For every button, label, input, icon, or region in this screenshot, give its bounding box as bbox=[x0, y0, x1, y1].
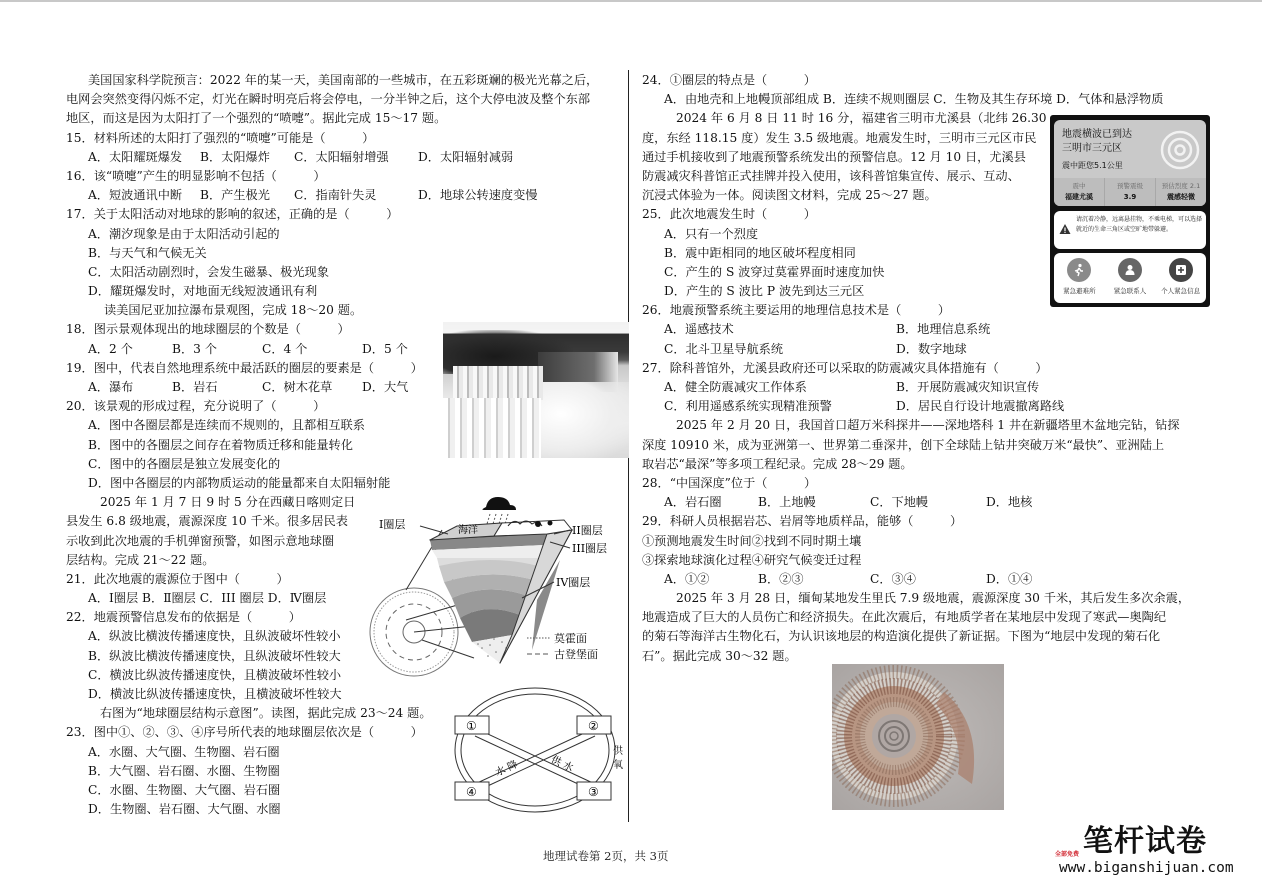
q15-options bbox=[66, 148, 626, 167]
q19-option-c: C．树木花草 bbox=[262, 380, 333, 394]
intro-25-27-line1: 2024 年 6 月 8 日 11 时 16 分，福建省三明市尤溪县（北纬 26.30 bbox=[676, 111, 1047, 126]
q29-options bbox=[642, 570, 1222, 589]
q19-stem: 19．图中，代表自然地理系统中最活跃的圈层的要素是（ ） bbox=[66, 360, 423, 375]
q17-stem: 17．关于太阳活动对地球的影响的叙述，正确的是（ ） bbox=[66, 207, 399, 222]
intro-21-22-line4: 层结构。完成 21～22 题。 bbox=[66, 552, 215, 567]
q28-option-c: C．下地幔 bbox=[870, 495, 929, 510]
q23-option-a: A．水圈、大气圈、生物圈、岩石圈 bbox=[88, 744, 280, 759]
rain-cloud-icon bbox=[482, 497, 516, 524]
q20-option-a: A．图中各圈层都是连续而不规则的，且都相互联系 bbox=[88, 418, 365, 433]
q21-stem: 21．此次地震的震源位于图中（ ） bbox=[66, 571, 289, 586]
intro-28-29-line2: 深度 10910 米，成为亚洲第一、世界第二垂深井，创下全球陆上钻井突破万米“最快”、亚洲陆上 bbox=[642, 437, 1165, 452]
q18-option-a: A．2 个 bbox=[88, 341, 133, 356]
q15-option-c: C．太阳辐射增强 bbox=[294, 149, 389, 164]
layer-ii-label: II圈层 bbox=[572, 524, 603, 537]
q26-option-c: C．北斗卫星导航系统 bbox=[664, 341, 784, 356]
upper-falls bbox=[453, 366, 543, 400]
q29-option-d: D．①④ bbox=[986, 571, 1033, 586]
q16-option-a: A．短波通讯中断 bbox=[88, 188, 183, 203]
intro-28-29-line1: 2025 年 2 月 20 日，我国首口超万米科探井——深地塔科 1 井在新疆塔里木盆地完钻，钻探 bbox=[676, 418, 1180, 433]
shelter-label: 紧急避难所 bbox=[1063, 287, 1096, 295]
layer-i-label: I圈层 bbox=[379, 518, 406, 531]
q23-option-b: B．大气圈、岩石圈、水圈、生物圈 bbox=[88, 763, 280, 778]
q16-option-d: D．地球公转速度变慢 bbox=[418, 188, 538, 203]
q23-option-c: C．水圈、生物圈、大气圈、岩石圈 bbox=[88, 782, 281, 797]
q28-option-d: D．地核 bbox=[986, 495, 1033, 510]
stat-epicenter bbox=[1054, 178, 1105, 206]
earthquake-alert-phone-screenshot bbox=[1050, 115, 1210, 307]
layer-iv-label: IV圈层 bbox=[556, 576, 591, 589]
precip-label: 水 降 bbox=[493, 759, 520, 779]
q16-stem: 16．该“喷嚏”产生的明显影响不包括（ ） bbox=[66, 168, 326, 183]
q27-stem: 27．除科普馆外，尤溪县政府还可以采取的防震减灾具体措施有（ ） bbox=[642, 360, 1048, 375]
q29-stem: 29．科研人员根据岩芯、岩屑等地质样品，能够（ ） bbox=[642, 514, 963, 529]
intro-25-27-line3: 通过手机接收到了地震预警系统发出的预警信息。12 月 10 日，尤溪县 bbox=[642, 149, 1026, 164]
intro-15-17-line1: 美国国家科学院预言：2022 年的某一天，美国南部的一些城市，在五彩斑斓的极光光幕之后， bbox=[88, 73, 599, 87]
q19-option-d: D．大气 bbox=[362, 380, 409, 394]
gutenberg-label: 古登堡面 bbox=[554, 648, 598, 661]
q22-option-b: B．纵波比横波传播速度快，且纵波破坏性较大 bbox=[88, 648, 341, 663]
node-3: ③ bbox=[588, 785, 599, 799]
q26-options-ab bbox=[642, 320, 1222, 339]
q26-option-b: B．地理信息系统 bbox=[896, 322, 991, 337]
q29-statement-1: ①预测地震发生时间②找到不同时期土壤 bbox=[642, 533, 862, 548]
q27-option-b: B．开展防震减灾知识宣传 bbox=[896, 380, 1040, 394]
intro-21-22-line3: 示收到此次地震的手机弹窗预警，如图示意地球圈 bbox=[66, 533, 335, 548]
brand-url[interactable]: www.biganshijuan.com bbox=[1059, 860, 1234, 876]
alert-card bbox=[1054, 120, 1206, 206]
q27-option-a: A．健全防震减灾工作体系 bbox=[664, 380, 807, 394]
q27-option-d: D．居民自行设计地震撤离路线 bbox=[896, 399, 1065, 414]
q28-option-a: A．岩石圈 bbox=[664, 495, 722, 510]
earth-spheres-cycle-diagram bbox=[445, 684, 625, 814]
q15-stem: 15．材料所述的太阳打了强烈的“喷嚏”可能是（ ） bbox=[66, 130, 375, 145]
quake-rings-icon bbox=[1160, 130, 1200, 170]
q15-option-b: B．太阳爆炸 bbox=[200, 149, 270, 164]
q20-stem: 20．该景观的形成过程，充分说明了（ ） bbox=[66, 399, 326, 414]
stat-key: 预警震级 bbox=[1117, 182, 1143, 190]
intro-25-27-line5: 沉浸式体验为一体。阅读图文材料，完成 25～27 题。 bbox=[642, 188, 937, 203]
q27-option-c: C．利用遥感系统实现精准预警 bbox=[664, 399, 832, 414]
q16-options bbox=[66, 186, 626, 205]
intro-25-27-line2: 度，东经 118.15 度）发生 3.5 级地震。地震发生时，三明市三元区市民 bbox=[642, 130, 1037, 145]
q26-option-a: A．遥感技术 bbox=[664, 322, 734, 337]
oxygen-label-1: 供 bbox=[613, 746, 623, 757]
brand-name: 笔杆试卷 bbox=[1083, 824, 1207, 859]
intro-25-27-line4: 防震减灾科普馆正式挂牌并投入使用，该科普馆集宣传、展示、互动、 bbox=[642, 168, 1020, 183]
q24-options: A．由地壳和上地幔顶部组成 B．连续不规则圈层 C．生物及其生存环境 D．气体和悬浮物质 bbox=[664, 92, 1164, 107]
stat-key: 预估烈度 2.1 bbox=[1161, 182, 1201, 190]
q19-option-a: A．瀑布 bbox=[88, 380, 134, 394]
oxygen-label-2: 氧 bbox=[613, 760, 623, 771]
q28-options bbox=[642, 493, 1222, 512]
intro-30-32-line2: 地震造成了巨大的人员伤亡和经济损失。在此次震后，有地质学者在某地层中发现了寒武—奥陶纪 bbox=[642, 610, 1167, 625]
q25-option-c: C．产生的 S 波穿过莫霍界面时速度加快 bbox=[664, 264, 885, 279]
brand-tag: 全部免费 bbox=[1055, 851, 1080, 858]
medical-plus-icon bbox=[1169, 258, 1193, 282]
q29-option-a: A．①② bbox=[664, 571, 710, 586]
q21-options: A．Ⅰ圈层 B．Ⅱ圈层 C．III 圈层 D．Ⅳ圈层 bbox=[88, 591, 327, 606]
q16-option-c: C．指南针失灵 bbox=[294, 188, 377, 203]
q17-option-d: D．耀斑爆发时，对地面无线短波通讯有利 bbox=[88, 284, 318, 299]
emergency-contact-button[interactable] bbox=[1106, 258, 1154, 295]
q20-option-b: B．图中的各圈层之间存在着物质迁移和能量转化 bbox=[88, 437, 353, 452]
q20-option-c: C．图中的各圈层是独立发展变化的 bbox=[88, 456, 281, 471]
q28-stem: 28．“中国深度”位于（ ） bbox=[642, 475, 817, 490]
q15-option-d: D．太阳辐射减弱 bbox=[418, 149, 514, 164]
contact-label: 紧急联系人 bbox=[1113, 287, 1147, 295]
stat-intensity bbox=[1156, 178, 1206, 206]
intro-28-29-line3: 取岩芯“最深”等多项工程纪录。完成 28～29 题。 bbox=[642, 456, 913, 471]
q17-option-c: C．太阳活动剧烈时，会发生磁暴、极光现象 bbox=[88, 264, 329, 279]
q15-option-a: A．太阳耀斑爆发 bbox=[88, 149, 183, 164]
intro-21-22-line2: 县发生 6.8 级地震，震源深度 10 千米。很多居民表 bbox=[66, 514, 348, 529]
layer-iii-label: III圈层 bbox=[572, 542, 608, 555]
personal-info-button[interactable] bbox=[1157, 258, 1205, 295]
q26-stem: 26．地震预警系统主要运用的地理信息技术是（ ） bbox=[642, 303, 951, 318]
stat-value: 3.9 bbox=[1123, 193, 1137, 201]
q20-option-d: D．图中各圈层的内部物质运动的能量都来自太阳辐射能 bbox=[88, 475, 391, 490]
q19-option-b: B．岩石 bbox=[172, 380, 218, 394]
q25-option-b: B．震中距相同的地区破坏程度相同 bbox=[664, 245, 856, 260]
q17-option-b: B．与天气和气候无关 bbox=[88, 245, 207, 260]
earth-layers-diagram bbox=[362, 490, 628, 690]
q18-option-b: B．3 个 bbox=[172, 341, 217, 356]
intro-18-20: 读美国尼亚加拉瀑布景观图，完成 18～20 题。 bbox=[104, 303, 363, 318]
intro-30-32-line3: 的菊石等海洋古生物化石，为认识该地层的构造演化提供了新证据。下图为“地层中发现的菊石化 bbox=[642, 629, 1161, 644]
q23-option-d: D．生物圈、岩石圈、大气圈、水圈 bbox=[88, 802, 281, 817]
ocean-label: 海洋 bbox=[458, 525, 478, 536]
stat-value: 震感轻微 bbox=[1167, 193, 1195, 201]
q27-options-cd bbox=[642, 397, 1222, 416]
q25-option-a: A．只有一个烈度 bbox=[664, 226, 759, 241]
alert-distance: 震中距您5.1公里 bbox=[1062, 161, 1123, 170]
niagara-falls-photo bbox=[443, 322, 629, 458]
q27-options-ab bbox=[642, 378, 1222, 397]
q22-option-d: D．横波比纵波传播速度快，且横波破坏性较大 bbox=[88, 687, 342, 701]
stat-magnitude bbox=[1105, 178, 1156, 206]
top-border bbox=[0, 0, 1262, 2]
stat-value: 福建尤溪 bbox=[1065, 193, 1093, 201]
safety-message-card bbox=[1054, 211, 1206, 249]
ammonite-fossil-photo bbox=[832, 664, 1004, 810]
q28-option-b: B．上地幔 bbox=[758, 495, 816, 510]
q25-stem: 25．此次地震发生时（ ） bbox=[642, 207, 816, 222]
q22-option-c: C．横波比纵波传播速度快，且横波破坏性较小 bbox=[88, 667, 342, 682]
alert-title-2: 三明市三元区 bbox=[1062, 143, 1122, 154]
q22-stem: 22．地震预警信息发布的依据是（ ） bbox=[66, 610, 301, 625]
q29-option-b: B．②③ bbox=[758, 571, 804, 586]
personal-info-label: 个人紧急信息 bbox=[1161, 287, 1201, 295]
shelter-button[interactable] bbox=[1055, 258, 1103, 295]
intro-23-24: 右图为“地球圈层结构示意图”。读图，据此完成 23～24 题。 bbox=[100, 706, 432, 721]
q29-statement-2: ③探索地球演化过程④研究气候变迁过程 bbox=[642, 552, 862, 567]
q29-option-c: C．③④ bbox=[870, 571, 916, 586]
q26-option-d: D．数字地球 bbox=[896, 341, 967, 356]
lower-falls bbox=[443, 398, 541, 458]
alert-stats bbox=[1054, 178, 1206, 206]
safety-message: 请沉着冷静，远离悬挂物，不乘电梯，可以选择就近的生命三角区或空旷地带躲避。 bbox=[1076, 216, 1203, 233]
intro-30-32-line1: 2025 年 3 月 28 日，缅甸某地发生里氏 7.9 级地震，震源深度 30 千米，其后发生多次余震， bbox=[676, 591, 1191, 606]
intro-21-22-line1: 2025 年 1 月 7 日 9 时 5 分在西藏日喀则定日 bbox=[100, 495, 356, 510]
page-footer: 地理试卷第 2页，共 3页 bbox=[543, 849, 669, 863]
q18-option-c: C．4 个 bbox=[262, 341, 308, 356]
moho-label: 莫霍面 bbox=[554, 632, 587, 645]
q16-option-b: B．产生极光 bbox=[200, 188, 270, 203]
node-1: ① bbox=[466, 719, 477, 733]
q18-option-d: D．5 个 bbox=[362, 341, 408, 356]
stat-key: 震中 bbox=[1072, 182, 1086, 190]
q24-stem: 24．①圈层的特点是（ ） bbox=[642, 73, 816, 87]
intro-15-17-line3: 地区，而这是因为太阳打了一个强烈的“喷嚏”。据此完成 15～17 题。 bbox=[66, 111, 447, 126]
intro-30-32-line4: 石”。据此完成 30～32 题。 bbox=[642, 648, 797, 663]
running-person-icon bbox=[1067, 258, 1091, 282]
node-4: ④ bbox=[466, 785, 477, 799]
warning-triangle-icon bbox=[1059, 223, 1071, 235]
water-supply-label: 供 水 bbox=[549, 754, 575, 775]
alert-title-1: 地震横波已到达 bbox=[1062, 129, 1132, 140]
q23-stem: 23．图中①、②、③、④序号所代表的地球圈层依次是（ ） bbox=[66, 725, 423, 740]
emergency-actions bbox=[1054, 253, 1206, 303]
q18-stem: 18．图示景观体现出的地球圈层的个数是（ ） bbox=[66, 322, 350, 337]
q26-options-cd bbox=[642, 340, 1222, 359]
person-icon bbox=[1118, 258, 1142, 282]
q25-option-d: D．产生的 S 波比 P 波先到达三元区 bbox=[664, 284, 865, 299]
node-2: ② bbox=[588, 719, 599, 733]
q22-option-a: A．纵波比横波传播速度快，且纵波破坏性较小 bbox=[88, 629, 341, 644]
q17-option-a: A．潮汐现象是由于太阳活动引起的 bbox=[88, 226, 280, 241]
intro-15-17-line2: 电网会突然变得闪烁不定，灯光在瞬时明亮后将会停电，一分半钟之后，这个大停电波及整个东部 bbox=[66, 92, 591, 107]
